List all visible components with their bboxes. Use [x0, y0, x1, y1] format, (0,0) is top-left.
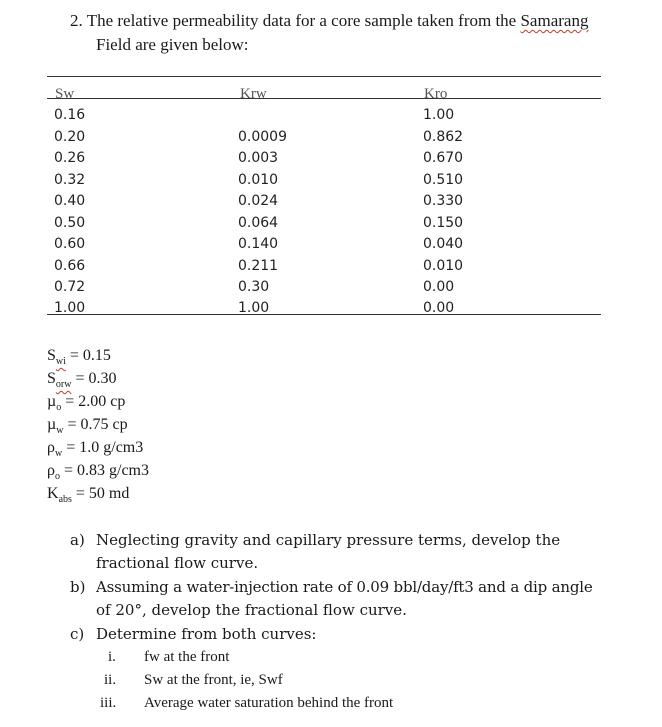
- table-cell: 0.010: [238, 172, 279, 188]
- table-cell: 0.32: [54, 172, 86, 188]
- param-swi: $S_{wi} = 0.15$: [47, 347, 111, 368]
- table-cell: 0.40: [54, 193, 86, 209]
- table-cell: 1.00: [238, 300, 270, 316]
- table-cell: 0.00: [423, 279, 455, 295]
- table-top-rule: [47, 76, 601, 77]
- table-bottom-rule: [47, 314, 601, 315]
- table-cell: 0.024: [238, 193, 279, 209]
- subtask-ii-text: Sw at the front, ie, Swf: [144, 672, 283, 688]
- table-header-rule: [47, 98, 601, 99]
- param-rho-o: $\rho_o = 0.83$ g/cm3: [47, 462, 149, 483]
- table-cell: 0.330: [423, 193, 464, 209]
- table-cell: 0.50: [54, 215, 86, 231]
- table-cell: 0.140: [238, 236, 279, 252]
- question-line-1: [70, 10, 588, 32]
- subtask-ii-label: ii.: [104, 672, 117, 688]
- header-krw: Krw: [240, 86, 267, 102]
- table-cell: 0.010: [423, 258, 464, 274]
- subtask-i-text: fw at the front: [144, 649, 230, 665]
- task-b-line-2: of 20°, develop the fractional flow curve.: [96, 601, 407, 619]
- task-b-label: b): [70, 578, 86, 596]
- header-sw: Sw: [55, 86, 75, 102]
- param-rho-w: $\rho_w = 1.0$ g/cm3: [47, 439, 144, 460]
- table-cell: 0.30: [238, 279, 270, 295]
- task-a-line-2: fractional flow curve.: [96, 554, 259, 572]
- subtask-iii-text: Average water saturation behind the front: [144, 695, 394, 711]
- table-cell: 0.20: [54, 129, 86, 145]
- table-cell: 0.72: [54, 279, 86, 295]
- table-cell: 0.0009: [238, 129, 287, 145]
- question-line-2: Field are given below:: [96, 35, 249, 54]
- table-cell: 0.150: [423, 215, 464, 231]
- table-cell: 1.00: [423, 107, 455, 123]
- header-kro: Kro: [424, 86, 448, 102]
- table-cell: 0.00: [423, 300, 455, 316]
- table-cell: 0.040: [423, 236, 464, 252]
- task-b-line-1: Assuming a water-injection rate of 0.09 bbl/day/ft3 and a dip angle: [96, 578, 593, 596]
- table-cell: 0.26: [54, 150, 86, 166]
- table-cell: 0.670: [423, 150, 464, 166]
- param-mu-w: µ$_w$ = 0.75 cp: [47, 416, 128, 437]
- task-c-line-1: Determine from both curves:: [96, 625, 317, 643]
- table-cell: 1.00: [54, 300, 86, 316]
- table-cell: 0.66: [54, 258, 86, 274]
- table-cell: 0.064: [238, 215, 279, 231]
- table-cell: 0.862: [423, 129, 464, 145]
- table-cell: 0.510: [423, 172, 464, 188]
- param-mu-o: µ$_o$ = 2.00 cp: [47, 393, 126, 414]
- subtask-i-label: i.: [108, 649, 116, 665]
- table-cell: 0.60: [54, 236, 86, 252]
- question-text: 2. The relative permeability data for a core sample taken from the: [70, 11, 521, 30]
- task-a-line-1: Neglecting gravity and capillary pressure terms, develop the: [96, 531, 561, 549]
- table-cell: 0.211: [238, 258, 279, 274]
- param-sorw: $S_{orw} = 0.30$: [47, 370, 117, 391]
- subtask-iii-label: iii.: [100, 695, 117, 711]
- task-a-label: a): [70, 531, 85, 549]
- table-cell: 0.16: [54, 107, 86, 123]
- param-kabs: $K_{abs} = 50$ md: [47, 485, 130, 506]
- field-name: Samarang: [520, 11, 589, 30]
- task-c-label: c): [70, 625, 85, 643]
- table-cell: 0.003: [238, 150, 279, 166]
